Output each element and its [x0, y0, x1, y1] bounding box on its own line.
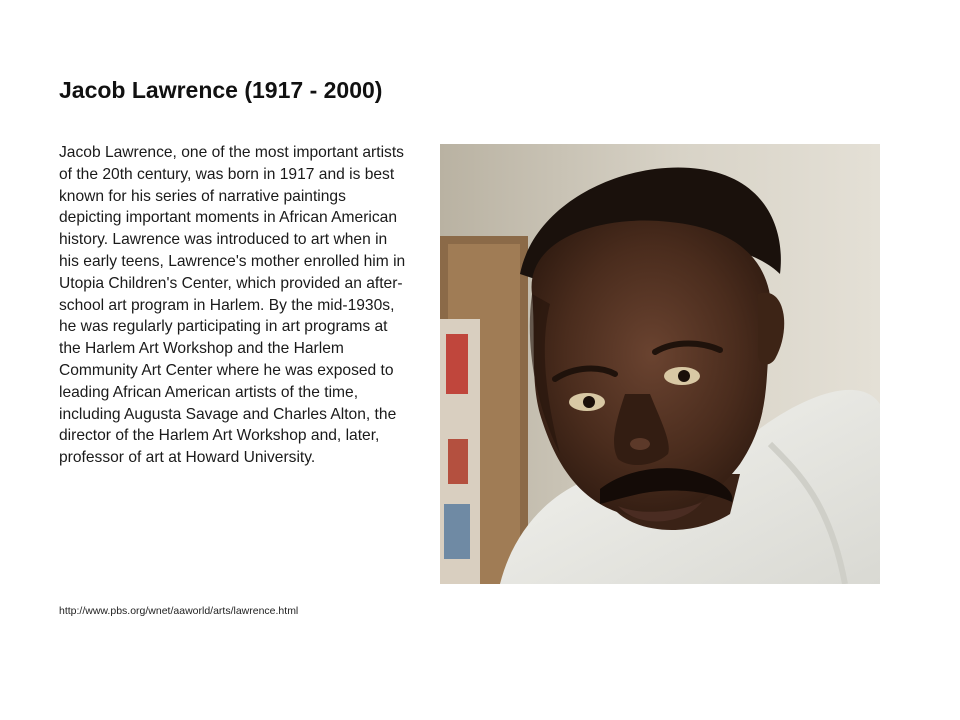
source-url: http://www.pbs.org/wnet/aaworld/arts/lawrence.html: [59, 605, 299, 617]
biography-paragraph: Jacob Lawrence, one of the most important artists of the 20th century, was born in 1917 and is best known for his series of narrative paintings depicting important moments in African American history. Lawrence was introduced to art when in his early teens, Lawrence's mother enrolled him in Utopia Children's Center, which provided an after-school art program in Harlem. By the mid-1930s, he was regularly participating in art programs at the Harlem Art Workshop and the Harlem Community Art Center where he was exposed to leading African American artists of the time, including Augusta Savage and Charles Alton, the director of the Harlem Art Workshop and, later, professor of art at Howard University.: [59, 144, 406, 467]
slide-title: Jacob Lawrence (1917 - 2000): [59, 77, 383, 103]
portrait-illustration: [440, 144, 880, 584]
right-pupil: [678, 370, 690, 382]
left-pupil: [583, 396, 595, 408]
painting-red-stroke: [446, 334, 468, 394]
painting-blue-stroke: [444, 504, 470, 559]
nose-highlight: [630, 438, 650, 450]
portrait-photo: [440, 144, 880, 584]
painting-red-stroke-2: [448, 439, 468, 484]
